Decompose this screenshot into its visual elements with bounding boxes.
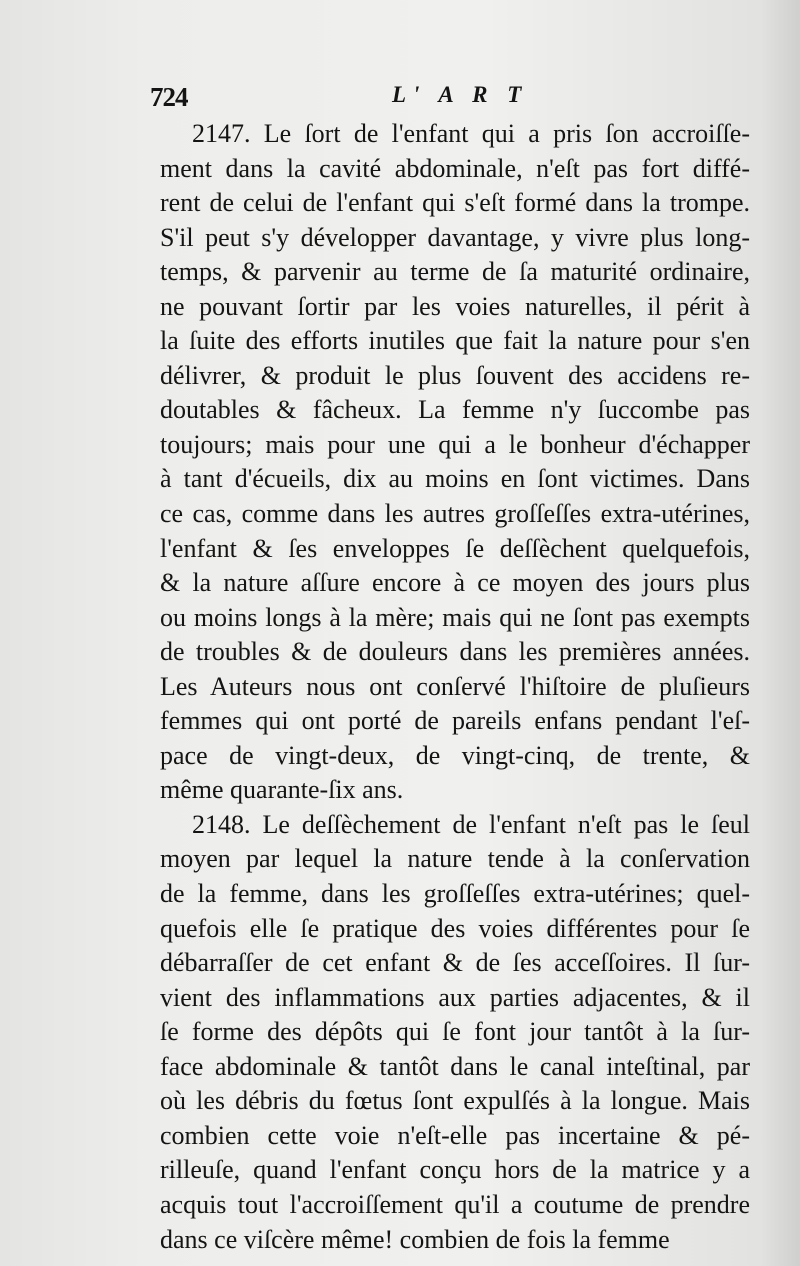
text-line: face abdominale & tantôt dans le canal inteſtinal, par [160, 1051, 750, 1081]
text-line: acquis tout l'accroiſſement qu'il a coutume de prendre [160, 1189, 750, 1219]
text-line: dans ce viſcère même! combien de fois la femme [160, 1224, 670, 1254]
text-line: ment dans la cavité abdominale, n'eſt pas fort diffé- [160, 153, 750, 183]
text-line: & la nature aſſure encore à ce moyen des jours plus [160, 568, 750, 598]
text-line: de troubles & de douleurs dans les premières années. [160, 637, 750, 667]
text-line: la ſuite des efforts inutiles que fait la nature pour s'en [160, 326, 750, 356]
text-line: pace de vingt-deux, de vingt-cinq, de trente, & [160, 740, 750, 770]
text-line: ce cas, comme dans les autres groſſeſſes extra-utérines, [160, 499, 750, 529]
text-line: quefois elle ſe pratique des voies différentes pour ſe [160, 913, 750, 943]
page-number: 724 [150, 82, 188, 112]
text-line: toujours; mais pour une qui a le bonheur d'échapper [160, 429, 750, 459]
text-line: femmes qui ont porté de pareils enfans pendant l'eſ- [160, 706, 750, 736]
text-line: de la femme, dans les groſſeſſes extra-utérines; quel- [160, 879, 750, 909]
text-line: temps, & parvenir au terme de ſa maturité ordinaire, [160, 257, 750, 287]
text-line: ne pouvant ſortir par les voies naturelles, il périt à [160, 291, 750, 321]
paragraph-2148 [160, 808, 750, 1257]
text-line: où les débris du fœtus ſont expulſés à la longue. Mais [160, 1086, 750, 1116]
text-line: S'il peut s'y développer davantage, y vivre plus long- [160, 222, 750, 252]
text-line: Les Auteurs nous ont conſervé l'hiſtoire de pluſieurs [160, 671, 750, 701]
text-line: doutables & fâcheux. La femme n'y ſuccombe pas [160, 395, 750, 425]
text-line: moyen par lequel la nature tende à la conſervation [160, 844, 750, 874]
text-line: rent de celui de l'enfant qui s'eſt formé dans la trompe. [160, 188, 750, 218]
text-line: ou moins longs à la mère; mais qui ne ſont pas exempts [160, 602, 750, 632]
paragraph-2147 [160, 117, 750, 808]
text-line: rilleuſe, quand l'enfant conçu hors de la matrice y a [160, 1155, 750, 1185]
text-line: 2147. Le ſort de l'enfant qui a pris ſon accroiſſe- [192, 119, 750, 148]
page-header [150, 82, 750, 116]
text-line: vient des inflammations aux parties adjacentes, & il [160, 982, 750, 1012]
text-line: l'enfant & ſes enveloppes ſe deſſèchent quelquefois, [160, 533, 750, 563]
text-line: à tant d'écueils, dix au moins en ſont victimes. Dans [160, 464, 750, 494]
text-line: 2148. Le deſſèchement de l'enfant n'eſt pas le ſeul [192, 809, 750, 839]
running-head: L' A R T [392, 82, 529, 107]
text-line: même quarante-ſix ans. [160, 775, 404, 805]
body-text [160, 117, 750, 1257]
text-line: délivrer, & produit le plus ſouvent des accidens re- [160, 360, 750, 390]
text-line: combien cette voie n'eſt-elle pas incertaine & pé- [160, 1120, 750, 1150]
text-line: débarraſſer de cet enfant & de ſes acceſſoires. Il ſur- [160, 948, 750, 978]
text-line: ſe forme des dépôts qui ſe font jour tantôt à la ſur- [160, 1017, 750, 1047]
